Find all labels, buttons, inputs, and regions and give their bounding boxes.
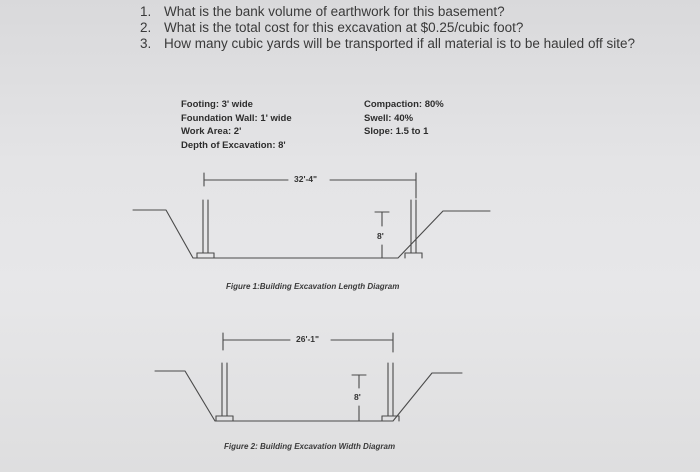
figure-1-length-dimension: 32'-4" [294,174,318,184]
spec-foundation-wall: Foundation Wall: 1' wide [181,112,292,124]
question-number: 1. [140,4,152,19]
spec-work-area: Work Area: 2' [181,126,242,137]
question-text: How many cubic yards will be transported if all material is to be hauled off site? [164,36,635,51]
question-text: What is the bank volume of earthwork for this basement? [164,4,505,19]
spec-compaction: Compaction: 80% [364,99,444,110]
spec-depth: Depth of Excavation: 8' [181,139,286,151]
figure-2-width-dimension: 26'-1" [296,334,320,344]
question-text: What is the total cost for this excavation at $0.25/cubic foot? [164,20,524,35]
spec-swell: Swell: 40% [364,112,414,124]
figure-1-caption: Figure 1:Building Excavation Length Diagram [226,282,400,291]
figure-2-depth-dimension: 8' [354,392,361,402]
spec-footing: Footing: 3' wide [181,99,253,110]
question-number: 3. [140,36,152,51]
figure-1-diagram [133,173,490,258]
spec-slope: Slope: 1.5 to 1 [364,126,429,137]
question-number: 2. [140,20,152,35]
figure-2-diagram [155,333,462,421]
figure-2-caption: Figure 2: Building Excavation Width Diagram [224,442,396,451]
figure-1-depth-dimension: 8' [377,231,384,241]
